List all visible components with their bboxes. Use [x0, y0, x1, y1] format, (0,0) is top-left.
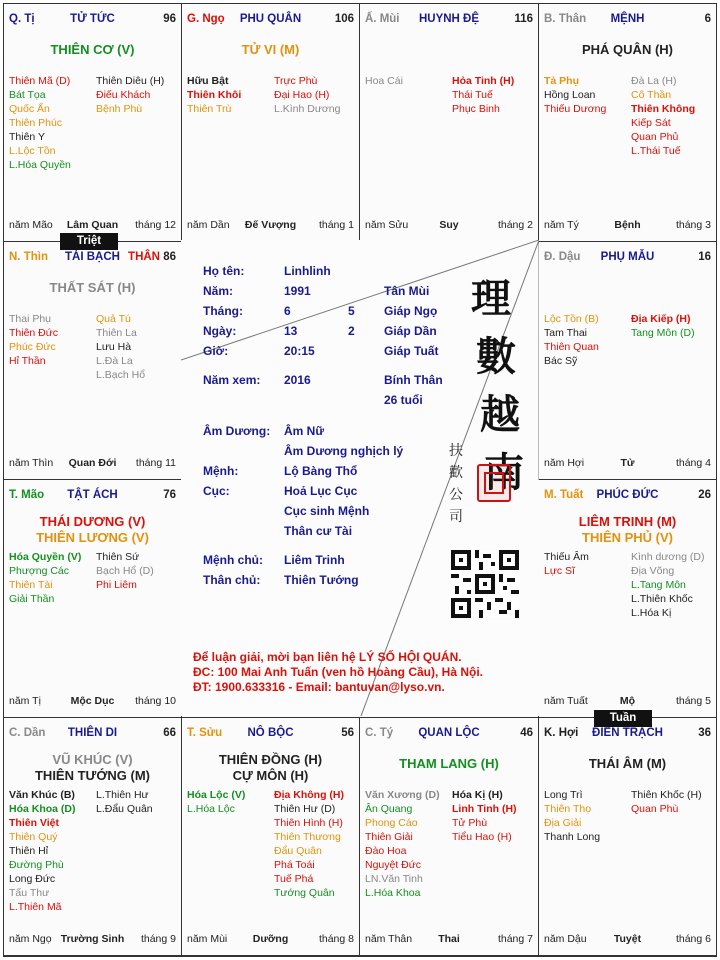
- minor-star: L.Thiên Khốc: [631, 593, 693, 605]
- minor-star: Cô Thần: [631, 89, 672, 101]
- minor-star: Thanh Long: [544, 831, 601, 843]
- palace-year: năm Hợi: [544, 457, 585, 469]
- minor-star: Văn Xương (D): [365, 789, 440, 801]
- truong-sinh-stage: Lâm Quan: [66, 219, 119, 231]
- than-chu-value: Thiên Tướng: [284, 573, 359, 587]
- view-year-can-chi: Bính Thân: [384, 373, 443, 387]
- minor-star: Thiếu Âm: [544, 551, 589, 563]
- minor-star: Thiên Đức: [9, 327, 59, 339]
- palace-name: TỬ TỨC: [70, 13, 115, 25]
- minor-star: Bát Tọa: [9, 89, 46, 101]
- hour-label: Giờ:: [203, 344, 229, 358]
- minor-star: Kình dương (D): [631, 551, 705, 563]
- month-can-chi: Giáp Ngọ: [384, 304, 438, 318]
- minor-star: Quan Phù: [631, 803, 679, 815]
- center-info-panel: [181, 240, 539, 716]
- year-label: Năm:: [203, 284, 234, 298]
- palace-year: năm Dần: [187, 219, 230, 231]
- palace-year: năm Tý: [544, 219, 579, 231]
- palace-age: 116: [514, 13, 533, 25]
- palace-name: ĐIỀN TRẠCH: [592, 727, 663, 739]
- red-seal: [477, 464, 511, 502]
- minor-star: Nguyệt Đức: [365, 859, 422, 871]
- minor-star: Hóa Kị (H): [452, 789, 503, 801]
- minor-star: Thiên Việt: [9, 817, 59, 829]
- minor-star: Thiên Hỉ: [9, 845, 49, 857]
- palace-dau[interactable]: [538, 241, 717, 480]
- minor-star: Quả Tú: [96, 313, 131, 325]
- minor-star: Lộc Tồn (B): [544, 313, 599, 325]
- hour-can-chi: Giáp Tuất: [384, 344, 439, 358]
- day-can-chi: Giáp Dần: [384, 324, 437, 338]
- minor-star: Bệnh Phù: [96, 103, 143, 115]
- palace-age: 86: [163, 251, 176, 263]
- palace-age: 96: [163, 13, 176, 25]
- minor-star: Ân Quang: [365, 803, 413, 815]
- palace-year: năm Sửu: [365, 219, 409, 231]
- minor-star: Thiên Phúc: [9, 117, 63, 129]
- than-cu: Thân cư Tài: [284, 524, 353, 538]
- minor-star: Đường Phù: [9, 859, 64, 871]
- minor-star: L.Thiên Hư: [96, 789, 149, 801]
- palace-branch: C. Dần: [9, 727, 46, 739]
- palace-branch: N. Thìn: [9, 251, 48, 263]
- minor-star: Thiên Hư (D): [274, 803, 336, 815]
- palace-year: năm Mão: [9, 219, 53, 231]
- minor-star: Thái Tuế: [452, 89, 493, 101]
- minor-star: Bạch Hổ (D): [96, 565, 154, 577]
- palace-age: 6: [704, 13, 711, 25]
- palace-age: 76: [163, 489, 176, 501]
- palace-than[interactable]: [538, 3, 717, 242]
- palace-branch: K. Hợi: [544, 727, 579, 739]
- palace-name: THIÊN DI: [67, 727, 118, 739]
- palace-suu[interactable]: [181, 717, 360, 956]
- palace-ngo[interactable]: [181, 3, 360, 242]
- minor-star: Thiên Trù: [187, 103, 232, 115]
- palace-year: năm Ngọ: [9, 933, 52, 945]
- minor-star: Linh Tinh (H): [452, 803, 517, 815]
- menh-value: Lộ Bàng Thổ: [284, 464, 358, 478]
- minor-star: Tang Môn (D): [631, 327, 695, 339]
- palace-year: năm Mùi: [187, 933, 228, 945]
- menh-label: Mệnh:: [203, 464, 239, 478]
- day-solar: 13: [284, 324, 298, 338]
- main-star: THIÊN CƠ (V): [50, 42, 135, 57]
- truong-sinh-stage: Quan Đới: [68, 457, 117, 469]
- palace-name: MỆNH: [610, 13, 645, 25]
- minor-star: Địa Kiếp (H): [631, 313, 691, 325]
- name-label: Họ tên:: [203, 264, 245, 278]
- main-star: THIÊN PHỦ (V): [582, 530, 673, 545]
- age: 26 tuổi: [384, 393, 423, 407]
- truong-sinh-stage: Mộ: [619, 695, 636, 707]
- minor-star: Phúc Đức: [9, 341, 56, 353]
- minor-star: Thiên La: [96, 327, 137, 339]
- minor-star: LN.Văn Tinh: [365, 873, 423, 885]
- minor-star: Hoa Cái: [365, 75, 403, 87]
- palace-name: PHU QUÂN: [239, 13, 302, 25]
- minor-star: Thiếu Dương: [544, 103, 607, 115]
- minor-star: Phục Binh: [452, 103, 500, 115]
- palace-year: năm Dậu: [544, 933, 587, 945]
- minor-star: Địa Võng: [631, 565, 675, 577]
- menh-chu-value: Liêm Trinh: [284, 553, 345, 567]
- truong-sinh-stage: Tử: [620, 457, 635, 469]
- truong-sinh-stage: Suy: [439, 219, 459, 231]
- palace-ti[interactable]: [3, 3, 182, 242]
- minor-star: Điếu Khách: [96, 89, 151, 101]
- minor-star: Văn Khúc (B): [9, 789, 75, 801]
- minor-star: Thiên Y: [9, 131, 45, 143]
- main-star: THẤT SÁT (H): [49, 280, 136, 295]
- palace-age: 106: [334, 13, 354, 25]
- main-star: THIÊN ĐỒNG (H): [218, 752, 323, 767]
- minor-star: Tả Phụ: [544, 75, 580, 87]
- truong-sinh-stage: Trường Sinh: [60, 933, 125, 945]
- palace-month: tháng 8: [318, 933, 354, 945]
- main-star: PHÁ QUÂN (H): [582, 42, 673, 57]
- day-lunar: 2: [348, 324, 355, 338]
- view-year-value: 2016: [284, 373, 311, 387]
- minor-star: L.Hóa Quyền: [9, 159, 71, 171]
- palace-mui[interactable]: [359, 3, 539, 242]
- palace-month: tháng 11: [135, 457, 176, 469]
- minor-star: Phá Toái: [274, 859, 315, 871]
- palace-age: 56: [341, 727, 354, 739]
- palace-branch: Ấ. Mùi: [365, 13, 400, 25]
- menh-chu-label: Mệnh chủ:: [203, 553, 263, 567]
- palace-month: tháng 7: [497, 933, 533, 945]
- main-star: LIÊM TRINH (M): [578, 514, 677, 529]
- minor-star: Lưu Hà: [96, 341, 132, 353]
- main-star: THIÊN LƯƠNG (V): [36, 530, 149, 545]
- view-year-label: Năm xem:: [203, 373, 261, 387]
- minor-star: Bác Sỹ: [544, 355, 578, 367]
- palace-year: năm Tị: [9, 695, 41, 707]
- cuc-value: Hoả Lục Cục: [284, 484, 358, 498]
- palace-year: năm Thìn: [9, 457, 54, 469]
- minor-star: Kiếp Sát: [631, 117, 671, 129]
- minor-star: Hóa Quyền (V): [9, 551, 82, 563]
- triet-tag: Triệt: [60, 233, 118, 250]
- month-lunar: 5: [348, 304, 355, 318]
- minor-star: Tuế Phá: [274, 873, 314, 885]
- minor-star: Hồng Loan: [544, 89, 596, 101]
- palace-month: tháng 5: [675, 695, 711, 707]
- tuan-tag: Tuần: [594, 710, 652, 727]
- minor-star: Lực Sĩ: [544, 565, 575, 577]
- main-star: TỬ VI (M): [241, 42, 300, 57]
- main-star: THÁI DƯƠNG (V): [39, 514, 146, 529]
- palace-ty[interactable]: [359, 717, 539, 956]
- minor-star: Tiểu Hao (H): [452, 831, 512, 843]
- truong-sinh-stage: Dưỡng: [252, 933, 289, 945]
- qr-code[interactable]: [451, 550, 519, 618]
- minor-star: Phượng Các: [9, 565, 70, 577]
- minor-star: Tấu Thư: [9, 887, 50, 899]
- palace-name: PHỤ MẪU: [600, 251, 655, 263]
- minor-star: L.Đà La: [96, 355, 133, 367]
- minor-star: Thiên Thương: [274, 831, 341, 843]
- calligraphy-small: 扶 歡 公 司: [449, 443, 463, 525]
- minor-star: Thiên Khôi: [187, 89, 242, 101]
- palace-month: tháng 10: [135, 695, 176, 707]
- minor-star: Đẩu Quân: [274, 845, 322, 857]
- minor-star: Phong Cáo: [365, 817, 418, 829]
- palace-month: tháng 4: [675, 457, 711, 469]
- palace-age: 16: [698, 251, 711, 263]
- minor-star: Phi Liêm: [96, 579, 137, 591]
- contact-line-3: ĐT: 1900.633316 - Email: bantuvan@lyso.vn.: [193, 680, 445, 694]
- minor-star: Quốc Ấn: [9, 103, 50, 115]
- palace-branch: Q. Tị: [9, 13, 35, 25]
- minor-star: Thiên Diêu (H): [96, 75, 165, 87]
- palace-month: tháng 2: [497, 219, 533, 231]
- minor-star: L.Hóa Khoa: [365, 887, 421, 899]
- palace-month: tháng 9: [140, 933, 176, 945]
- minor-star: L.Thái Tuế: [631, 145, 681, 157]
- month-solar: 6: [284, 304, 291, 318]
- truong-sinh-stage: Thai: [438, 933, 460, 945]
- minor-star: Đà La (H): [631, 75, 677, 87]
- minor-star: Địa Không (H): [274, 789, 344, 801]
- minor-star: Thiên Giải: [365, 831, 413, 843]
- minor-star: Thiên Không: [631, 103, 696, 115]
- minor-star: Giải Thần: [9, 593, 55, 605]
- name-value: Linhlinh: [284, 264, 331, 278]
- contact-block: [8, 650, 483, 695]
- main-star: THAM LANG (H): [399, 756, 499, 771]
- palace-branch: M. Tuất: [544, 489, 584, 501]
- minor-star: Thai Phụ: [9, 313, 52, 325]
- contact-line-1: Để luận giải, mời bạn liên hệ LÝ SỐ HỘI QUÁN.: [193, 650, 462, 664]
- minor-star: L.Đẩu Quân: [96, 803, 153, 815]
- minor-star: Thiên Quý: [9, 831, 58, 843]
- am-duong-label: Âm Dương:: [203, 424, 271, 438]
- minor-star: Thiên Sứ: [96, 551, 140, 563]
- palace-year: năm Thân: [365, 933, 413, 945]
- than-marker: THÂN: [128, 251, 160, 263]
- day-label: Ngày:: [203, 324, 237, 338]
- palace-branch: T. Sửu: [187, 727, 223, 739]
- palace-branch: Đ. Dậu: [544, 251, 581, 263]
- minor-star: Quan Phủ: [631, 131, 679, 143]
- palace-name: PHÚC ĐỨC: [596, 489, 659, 501]
- palace-thin[interactable]: [3, 241, 182, 480]
- palace-year: năm Tuất: [544, 695, 588, 707]
- palace-month: tháng 1: [318, 219, 354, 231]
- palace-month: tháng 12: [135, 219, 176, 231]
- minor-star: L.Thiên Mã: [9, 901, 62, 913]
- minor-star: Thiên Quan: [544, 341, 599, 353]
- minor-star: Thiên Khốc (H): [631, 789, 702, 801]
- minor-star: Hóa Lộc (V): [187, 789, 246, 801]
- minor-star: Long Trì: [544, 789, 583, 801]
- truong-sinh-stage: Tuyệt: [613, 933, 642, 945]
- than-chu-label: Thân chủ:: [203, 573, 261, 587]
- minor-star: Tử Phù: [452, 817, 488, 829]
- minor-star: Hỏa Tinh (H): [452, 75, 515, 87]
- minor-star: Trực Phù: [274, 75, 318, 87]
- year-can-chi: Tân Mùi: [384, 284, 430, 298]
- minor-star: L.Bạch Hổ: [96, 369, 146, 381]
- palace-hoi[interactable]: [538, 717, 717, 956]
- palace-branch: C. Tý: [365, 727, 394, 739]
- palace-name: NÔ BỘC: [247, 727, 294, 739]
- palace-name: HUYNH ĐỆ: [418, 13, 480, 25]
- palace-age: 36: [698, 727, 711, 739]
- minor-star: Địa Giải: [544, 817, 582, 829]
- minor-star: Thiên Hình (H): [274, 817, 343, 829]
- minor-star: Thiên Mã (D): [9, 75, 71, 87]
- calligraphy-logo: 理 數 越 南: [471, 275, 524, 496]
- main-star: VŨ KHÚC (V): [52, 752, 133, 767]
- minor-star: Đại Hao (H): [274, 89, 330, 101]
- palace-age: 66: [163, 727, 176, 739]
- palace-name: QUAN LỘC: [418, 727, 480, 739]
- palace-name: TẬT ÁCH: [67, 489, 118, 501]
- minor-star: Long Đức: [9, 873, 56, 885]
- palace-month: tháng 3: [675, 219, 711, 231]
- minor-star: Thiên Thọ: [544, 803, 592, 815]
- truong-sinh-stage: Bệnh: [614, 219, 641, 231]
- minor-star: Hữu Bật: [187, 75, 229, 87]
- cuc-label: Cục:: [203, 484, 230, 498]
- main-star: THÁI ÂM (M): [588, 756, 667, 771]
- minor-star: L.Kình Dương: [274, 103, 341, 115]
- am-duong-relation: Âm Dương nghịch lý: [284, 444, 404, 458]
- palace-dan[interactable]: [3, 717, 182, 956]
- palace-branch: T. Mão: [9, 489, 45, 501]
- palace-tuat[interactable]: [538, 479, 717, 718]
- minor-star: L.Tang Môn: [631, 579, 686, 591]
- cuc-relation: Cục sinh Mệnh: [284, 504, 370, 518]
- truong-sinh-stage: Mộc Dục: [70, 695, 115, 707]
- month-label: Tháng:: [203, 304, 243, 318]
- minor-star: Tam Thai: [544, 327, 587, 339]
- minor-star: Hỉ Thần: [9, 355, 46, 367]
- year-value: 1991: [284, 284, 311, 298]
- main-star: CỰ MÔN (H): [232, 768, 309, 783]
- minor-star: L.Lộc Tồn: [9, 145, 56, 157]
- minor-star: L.Hóa Kị: [631, 607, 672, 619]
- truong-sinh-stage: Đế Vượng: [244, 219, 297, 231]
- minor-star: Tướng Quân: [274, 887, 335, 899]
- am-duong-value: Âm Nữ: [284, 424, 325, 438]
- minor-star: Hóa Khoa (D): [9, 803, 76, 815]
- palace-age: 46: [520, 727, 533, 739]
- palace-month: tháng 6: [675, 933, 711, 945]
- main-star: THIÊN TƯỚNG (M): [34, 768, 151, 783]
- palace-branch: B. Thân: [544, 13, 587, 25]
- minor-star: L.Hóa Lộc: [187, 803, 235, 815]
- minor-star: Thiên Tài: [9, 579, 53, 591]
- contact-line-2: ĐC: 100 Mai Anh Tuấn (ven hồ Hoàng Cầu), Hà Nội.: [193, 665, 484, 679]
- palace-age: 26: [698, 489, 711, 501]
- palace-branch: G. Ngọ: [187, 13, 225, 25]
- palace-name: TÀI BẠCH: [65, 251, 120, 263]
- minor-star: Đào Hoa: [365, 845, 407, 857]
- hour-value: 20:15: [284, 344, 315, 358]
